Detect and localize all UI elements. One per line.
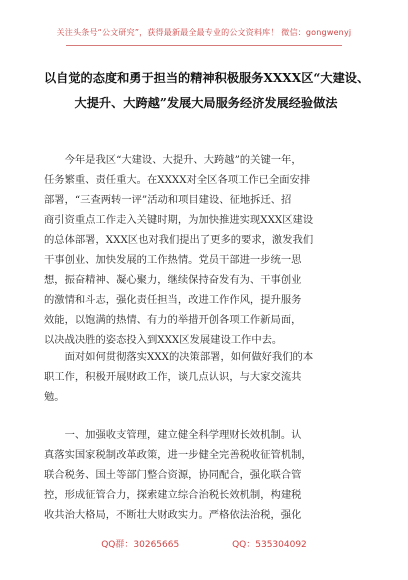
header-promo-text: 关注头条号“公文研究”，获得最新最全最专业的公文资料库！ 微信：gongwenyj bbox=[56, 28, 352, 37]
text-line: 的总体部署，XXX区也对我们提出了更多的要求，激发我们 bbox=[44, 234, 314, 246]
paragraph-intro bbox=[44, 150, 374, 350]
text-line: 商引资重点工作走入关键时期，为加快推进实现XXX区建设 bbox=[44, 214, 314, 226]
text-line: 任务繁重、责任重大。在XXXX对全区各项工作已全面安排 bbox=[44, 174, 311, 186]
text-line: 职工作，积极开展财政工作，谈几点认识，与大家交流共 bbox=[44, 371, 302, 383]
text-line: 想，振奋精神、凝心聚力，继续保持奋发有为、干事创业 bbox=[44, 274, 302, 286]
title-line: 以自觉的态度和勇于担当的精神积极服务XXXX区“大建设、 bbox=[44, 71, 370, 85]
text-line: 干事创业、加快发展的工作热情。党员干部进一步统一思 bbox=[44, 254, 302, 266]
paragraph-section-one bbox=[44, 425, 374, 525]
footer-qq-number: QQ：535304092 bbox=[232, 540, 307, 550]
text-line: 效能，以饱满的热情、有力的举措开创各项工作新局面， bbox=[44, 314, 302, 326]
text-line: 一、加强收支管理，建立健全科学理财长效机制。认 bbox=[44, 429, 302, 441]
text-line: 今年是我区“大建设、大提升、大跨越”的关键一年， bbox=[44, 154, 302, 166]
text-line: 以决战决胜的姿态投入到XXX区发展建设工作中去。 bbox=[44, 334, 283, 346]
text-line: 勉。 bbox=[44, 391, 65, 403]
footer-qq-group: QQ群：30265665 bbox=[101, 540, 180, 550]
text-line: 收共治大格局，不断壮大财政实力。严格依法治税，强化 bbox=[44, 509, 302, 521]
text-line: 的激情和斗志，强化责任担当，改进工作作风，提升服务 bbox=[44, 294, 302, 306]
document-title bbox=[44, 66, 368, 116]
title-line: 大提升、大跨越”发展大局服务经济发展经验做法 bbox=[74, 96, 338, 110]
header-divider bbox=[66, 45, 342, 46]
page-footer bbox=[0, 537, 408, 550]
text-line: 控，形成征管合力，探索建立综合治税长效机制，构建税 bbox=[44, 489, 302, 501]
text-line: 联合税务、国土等部门整合资源，协同配合，强化联合管 bbox=[44, 469, 302, 481]
text-line: 部署，“三查两转一评”活动和项目建设、征地拆迁、招 bbox=[44, 194, 292, 206]
paragraph-transition bbox=[44, 347, 374, 407]
text-line: 真落实国家税制改革政策，进一步健全完善税收征管机制， bbox=[44, 449, 312, 461]
text-line: 面对如何贯彻落实XXX的决策部署，如何做好我们的本 bbox=[44, 351, 314, 363]
page-header bbox=[0, 0, 408, 62]
